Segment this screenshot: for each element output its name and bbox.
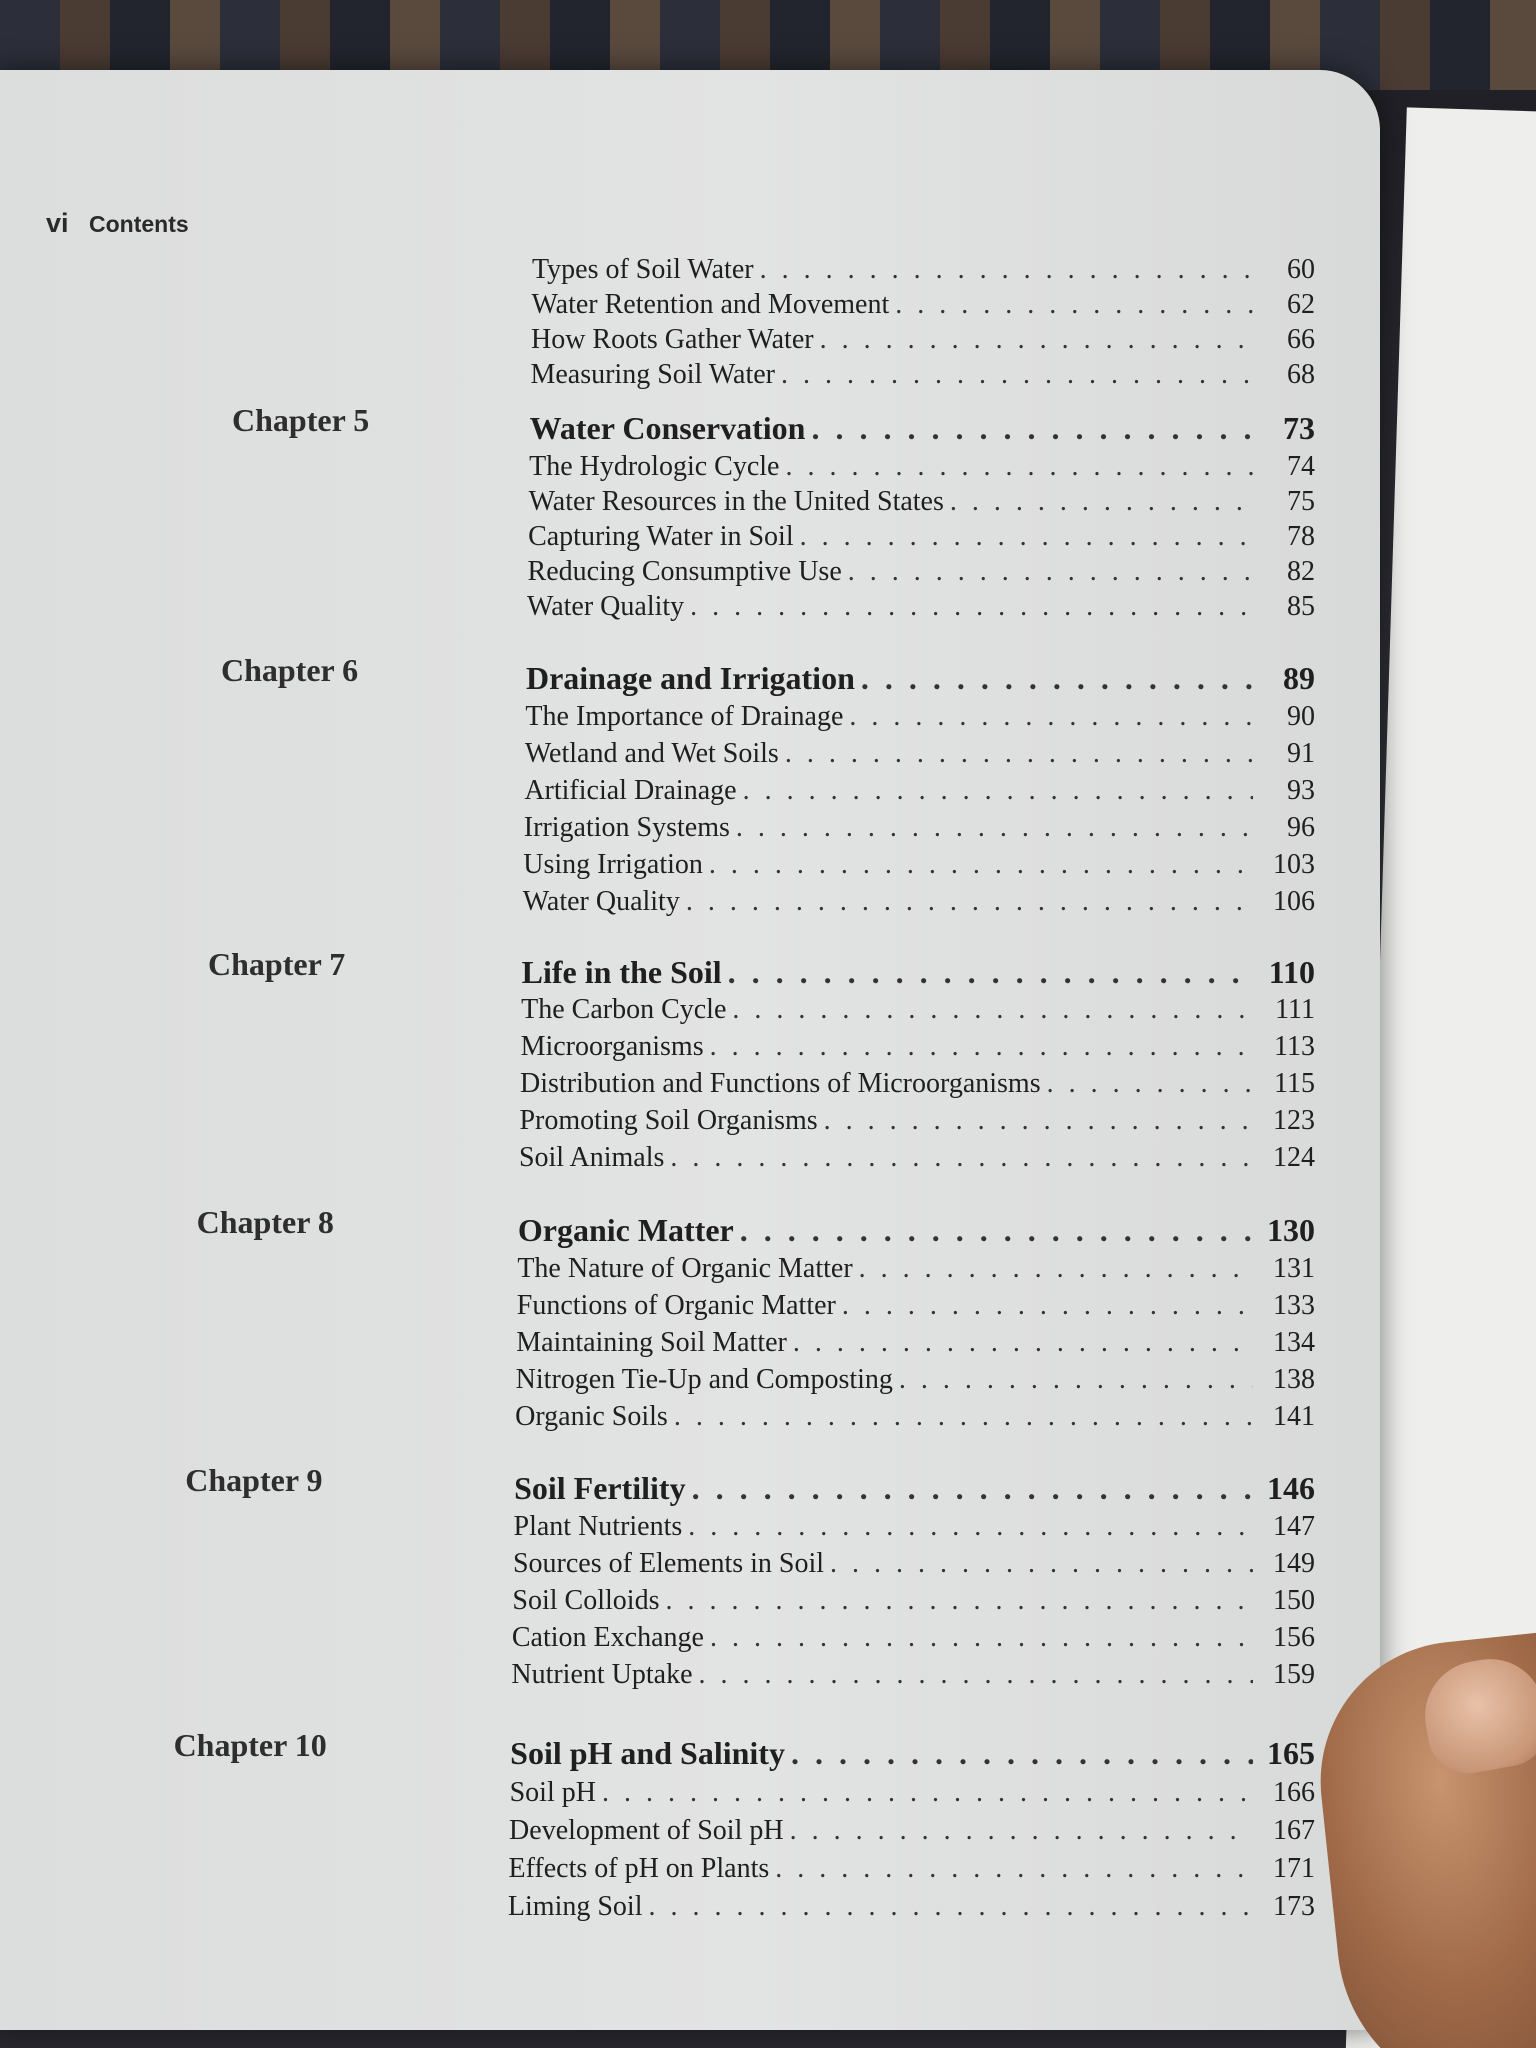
toc-entry [520,1068,1315,1100]
toc-entry [528,556,1315,588]
section-title: Sources of Elements in Soil [512,1548,825,1579]
chapter-label: Chapter 10 [173,1727,327,1763]
dot-leader [690,591,1253,623]
dot-leader [781,359,1253,391]
chapter-title: Water Conservation [529,410,806,446]
page-ref: 124 [1272,1142,1315,1173]
toc-entry [515,1401,1315,1433]
toc-entry [516,1327,1315,1359]
page-ref: 147 [1272,1511,1315,1542]
toc-entry [523,886,1315,918]
toc-entry [532,254,1315,286]
page-ref: 82 [1286,556,1315,587]
dot-leader [811,410,1253,447]
section-title: Artificial Drainage [524,775,737,806]
section-title: Nutrient Uptake [511,1659,693,1690]
page-ref: 131 [1272,1253,1315,1284]
section-title: Maintaining Soil Matter [516,1327,787,1358]
section-title: The Nature of Organic Matter [517,1253,853,1284]
section-title: How Roots Gather Water [530,324,814,355]
toc-entry [524,775,1315,807]
toc-chapter-heading [530,410,1315,447]
toc-entry [525,738,1315,770]
dot-leader [740,1212,1253,1249]
section-title: Wetland and Wet Soils [524,738,779,769]
toc-entry [524,812,1315,844]
dot-leader [848,556,1253,588]
section-title: Capturing Water in Soil [528,521,794,552]
chapter-title: Soil pH and Salinity [510,1735,785,1771]
page-ref: 106 [1272,886,1315,917]
section-title: Effects of pH on Plants [508,1853,770,1884]
page-ref: 123 [1272,1105,1315,1136]
section-title: Water Resources in the United States [528,486,944,517]
dot-leader [861,660,1253,697]
toc-chapter-heading [522,954,1315,991]
section-title: Soil Animals [518,1142,665,1173]
page-ref: 62 [1286,289,1315,320]
section-title: Measuring Soil Water [530,359,775,390]
section-title: Cation Exchange [511,1622,704,1653]
page-ref: 146 [1266,1470,1315,1506]
dot-leader [824,1105,1253,1137]
dot-leader [743,775,1253,807]
chapter-label: Chapter 5 [232,402,370,438]
section-title: Promoting Soil Organisms [519,1105,818,1136]
page-ref: 138 [1272,1364,1315,1395]
toc-entry [529,486,1315,518]
chapter-title: Life in the Soil [521,954,722,990]
section-title: Functions of Organic Matter [516,1290,836,1321]
toc-entry [513,1548,1315,1580]
toc-entry [531,324,1315,356]
page-ref: 68 [1286,359,1315,390]
page-ref: 78 [1286,521,1315,552]
dot-leader [665,1585,1253,1617]
running-head-title: Contents [88,211,189,237]
toc-entry [510,1777,1315,1809]
page-ref: 96 [1286,812,1315,843]
section-title: Plant Nutrients [513,1511,683,1542]
chapter-label: Chapter 6 [220,652,359,688]
chapter-label: Chapter 9 [185,1462,323,1498]
page-ref: 73 [1282,410,1315,446]
toc-entry [519,1142,1315,1174]
toc-entry [512,1585,1315,1617]
toc-entry [511,1659,1315,1691]
section-title: Water Quality [522,886,680,917]
page-ref: 171 [1272,1853,1315,1884]
dot-leader [830,1548,1253,1580]
toc-entry [519,1105,1315,1137]
section-title: Using Irrigation [523,849,703,880]
toc-chapter-heading [526,660,1315,697]
page-ref: 115 [1274,1068,1315,1099]
page-ref: 110 [1268,954,1315,990]
dot-leader [728,954,1253,991]
page-ref: 85 [1286,591,1315,622]
section-title: Nitrogen Tie-Up and Composting [515,1364,893,1395]
chapter-label: Chapter 8 [196,1204,334,1240]
page-ref: 159 [1272,1659,1315,1690]
dot-leader [699,1659,1253,1691]
dot-leader [899,1364,1253,1396]
dot-leader [692,1470,1253,1507]
section-title: Development of Soil pH [509,1815,784,1846]
toc-entry [508,1891,1315,1923]
toc-chapter-heading [510,1735,1315,1772]
section-title: The Hydrologic Cycle [529,451,780,482]
chapter-title: Soil Fertility [514,1470,686,1506]
page-ref: 75 [1286,486,1315,517]
toc-entry [528,521,1315,553]
section-title: Types of Soil Water [532,254,754,285]
dot-leader [710,1622,1253,1654]
page-ref: 93 [1286,775,1315,806]
page-ref: 113 [1274,1031,1315,1062]
dot-leader [950,486,1253,518]
toc-entry [529,451,1315,483]
toc-entry [512,1622,1315,1654]
toc-entry [530,359,1315,391]
section-title: Water Retention and Movement [531,289,890,320]
page-ref: 91 [1286,738,1315,769]
toc-entry [514,1511,1315,1543]
section-title: Distribution and Functions of Microorganisms [520,1068,1041,1099]
page-ref: 173 [1272,1891,1315,1922]
page-ref: 66 [1286,324,1315,355]
page-ref: 60 [1287,254,1315,285]
dot-leader [859,1253,1253,1285]
chapter-title: Organic Matter [517,1212,734,1248]
section-title: The Carbon Cycle [521,994,727,1025]
toc-entry [531,289,1315,321]
page-ref: 141 [1272,1401,1315,1432]
dot-leader [736,812,1253,844]
toc-entry [523,849,1315,881]
dot-leader [674,1401,1253,1433]
page-ref: 150 [1272,1585,1315,1616]
dot-leader [775,1853,1253,1885]
page-ref: 165 [1266,1735,1315,1771]
dot-leader [602,1777,1253,1809]
dot-leader [849,701,1253,733]
dot-leader [842,1290,1253,1322]
toc-entry [521,1031,1315,1063]
section-title: Soil pH [509,1777,596,1808]
page-ref: 74 [1286,451,1315,482]
chapter-title: Drainage and Irrigation [525,660,855,696]
dot-leader [791,1735,1253,1772]
section-title: Reducing Consumptive Use [527,556,842,587]
toc-entry [508,1853,1315,1885]
dot-leader [820,324,1253,356]
dot-leader [800,521,1253,553]
section-title: Organic Soils [515,1401,668,1432]
dot-leader [785,451,1253,483]
dot-leader [710,1031,1253,1063]
dot-leader [670,1142,1253,1174]
toc-entry [517,1253,1315,1285]
toc-entry [521,994,1315,1026]
section-title: Microorganisms [520,1031,704,1062]
page-ref: 134 [1272,1327,1315,1358]
page-ref: 111 [1275,994,1315,1025]
dot-leader [790,1815,1253,1847]
toc-entry [525,701,1315,733]
dot-leader [732,994,1253,1026]
chapter-label: Chapter 7 [208,946,346,982]
toc-chapter-heading [514,1470,1315,1507]
page-ref: 130 [1266,1212,1315,1248]
toc-chapter-heading [518,1212,1315,1249]
section-title: Irrigation Systems [523,812,730,843]
toc-entry [527,591,1315,623]
dot-leader [895,289,1253,321]
dot-leader [1047,1068,1253,1100]
dot-leader [709,849,1253,881]
page-number: vi [46,208,69,238]
section-title: Water Quality [527,591,685,622]
section-title: Soil Colloids [512,1585,660,1616]
page-ref: 103 [1272,849,1315,880]
page-ref: 89 [1282,660,1315,696]
toc-entry [509,1815,1315,1847]
page-ref: 133 [1272,1290,1315,1321]
dot-leader [785,738,1253,770]
toc-entry [517,1290,1315,1322]
page-ref: 149 [1272,1548,1315,1579]
dot-leader [686,886,1253,918]
dot-leader [760,254,1253,286]
section-title: The Importance of Drainage [525,701,844,732]
page-ref: 167 [1272,1815,1315,1846]
section-title: Liming Soil [507,1891,643,1922]
dot-leader [793,1327,1253,1359]
dot-leader [688,1511,1253,1543]
toc-entry [516,1364,1315,1396]
dot-leader [649,1891,1253,1923]
page-ref: 90 [1286,701,1315,732]
page-ref: 156 [1272,1622,1315,1653]
page-ref: 166 [1272,1777,1315,1808]
